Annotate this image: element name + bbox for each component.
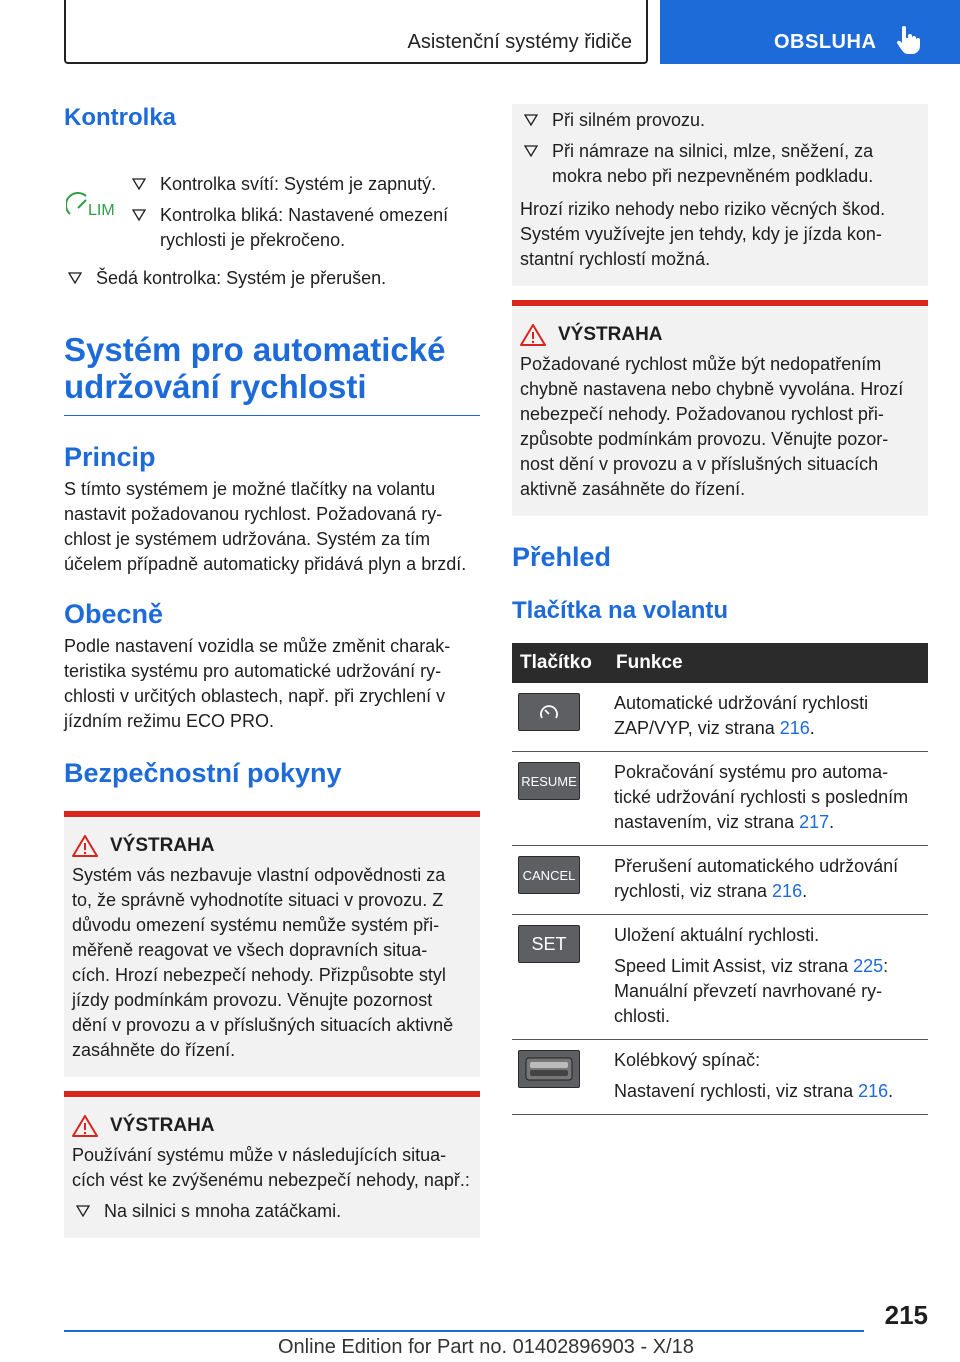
table-cell: Uložení aktuální rychlosti. Speed Limit Assist, viz strana 225: Manuální převzetí navrhované ry- chlosti.	[608, 915, 928, 1040]
cancel-key: CANCEL	[518, 856, 580, 894]
table-row	[512, 683, 928, 752]
warning-text: Hrozí riziko nehody nebo riziko věcných škod. Systém využívejte jen tehdy, kdy je jízda kon- stantní rychlostí možná.	[520, 199, 886, 269]
bullet-triangle-icon	[132, 209, 146, 221]
warning-title: VÝSTRAHA	[520, 324, 918, 346]
obecne-heading: Obecně	[64, 599, 164, 629]
page-number: 215	[884, 1300, 928, 1330]
list-item: Kontrolka svítí: Systém je zapnutý.	[128, 172, 478, 197]
warning-text: Používání systému může v následujících situa- cích vést ke zvýšenému nebezpečí nehody, např.:	[72, 1145, 470, 1190]
list-item: Na silnici s mnoha zatáčkami.	[72, 1199, 470, 1224]
table-header: Funkce	[608, 643, 928, 683]
table-row	[512, 846, 928, 915]
page-link[interactable]: 217	[799, 812, 830, 832]
princip-heading: Princip	[64, 442, 156, 472]
tab-label: OBSLUHA	[774, 31, 877, 53]
speedometer-icon	[538, 702, 560, 722]
table-header: Tlačítko	[512, 643, 608, 683]
list-item: Při námraze na silnici, mlze, sněžení, za mokra nebo při nezpevněném podkladu.	[520, 139, 920, 189]
table-cell: Pokračování systému pro automa- tické udržování rychlosti s posledním nastavením, viz strana 217.	[608, 752, 928, 846]
rocker-switch-icon	[523, 1054, 575, 1084]
page-link[interactable]: 216	[858, 1081, 889, 1101]
table-row	[512, 1040, 928, 1115]
prehled-heading: Přehled	[512, 542, 612, 572]
princip-text: S tímto systémem je možné tlačítky na volantu nastavit požadovanou rychlost. Požadovaná ry- chlost je systémem udržována. Systém za tím účelem případně automaticky přidává plyn a brzdí.	[64, 479, 467, 574]
table-cell: Přerušení automatického udržování rychlosti, viz strana 216.	[608, 846, 928, 915]
main-title: Systém pro automatické udržování rychlosti	[64, 331, 480, 416]
warning-title: VÝSTRAHA	[72, 1115, 470, 1137]
bullet-triangle-icon	[132, 178, 146, 190]
warning-triangle-icon	[520, 324, 546, 346]
buttons-table	[512, 643, 928, 1115]
bullet-triangle-icon	[68, 272, 82, 284]
table-cell: Automatické udržování rychlosti ZAP/VYP, viz strana 216.	[608, 683, 928, 752]
table-row	[512, 915, 928, 1040]
footer-divider	[64, 1330, 864, 1332]
page-link[interactable]: 216	[779, 718, 810, 738]
warning-text: Systém vás nezbavuje vlastní odpovědnosti za to, že správně vyhodnotíte situaci v provozu. Z důvodu omezení systému nemůže systém při- měřeně reagovat ve všech dopravních situa- cích. Hrozí nebezpečí nehody. Přizpůsobte styl jízdy podmínkám provozu. Věnujte pozornost dění v provozu a v příslušných situacích aktivně zasáhněte do řízení.	[72, 865, 454, 1060]
warning-box	[64, 1091, 480, 1238]
pointing-hand-icon	[896, 26, 922, 54]
speed-control-key	[518, 693, 580, 731]
bullet-triangle-icon	[524, 114, 538, 126]
resume-key: RESUME	[518, 762, 580, 800]
warning-continuation	[512, 104, 928, 286]
edition-text: Online Edition for Part no. 01402896903 - X/18	[278, 1336, 694, 1358]
set-key: SET	[518, 925, 580, 963]
warning-box	[512, 300, 928, 516]
obecne-text: Podle nastavení vozidla se může změnit charak- teristika systému pro automatické udržování ry- chlosti v určitých oblastech, např. při zrychlení v jízdním režimu ECO PRO.	[64, 636, 451, 731]
table-header-row	[512, 643, 928, 683]
list-item: Šedá kontrolka: Systém je přerušen.	[64, 266, 480, 291]
warning-box	[64, 811, 480, 1077]
section-title: Asistenční systémy řidiče	[407, 31, 632, 53]
safety-heading: Bezpečnostní pokyny	[64, 758, 342, 788]
list-item: Kontrolka bliká: Nastavené omezení rychlosti je překročeno.	[128, 203, 478, 253]
svg-text:LIM: LIM	[88, 202, 115, 219]
rocker-key	[518, 1050, 580, 1088]
warning-text: Požadované rychlost může být nedopatřením chybně nastavena nebo chybně vyvolána. Hrozí nebezpečí nehody. Požadovanou rychlost při- způsobte podmínkám provozu. Věnujte pozor- nost dění v provozu a v příslušných situacích aktivně zasáhněte do řízení.	[520, 354, 904, 499]
table-row	[512, 752, 928, 846]
table-cell: Kolébkový spínač: Nastavení rychlosti, viz strana 216.	[608, 1040, 928, 1115]
kontrolka-block	[64, 132, 480, 264]
list-item: Při silném provozu.	[520, 108, 920, 133]
kontrolka-heading: Kontrolka	[64, 104, 177, 131]
bullet-triangle-icon	[524, 145, 538, 157]
warning-title: VÝSTRAHA	[72, 835, 470, 857]
lim-indicator-icon	[66, 188, 122, 220]
right-column	[512, 104, 928, 1115]
header-tab[interactable]	[660, 0, 960, 64]
warning-triangle-icon	[72, 835, 98, 857]
page-link[interactable]: 225	[853, 956, 884, 976]
left-column	[64, 104, 480, 1238]
warning-triangle-icon	[72, 1115, 98, 1137]
page-link[interactable]: 216	[772, 881, 803, 901]
bullet-triangle-icon	[76, 1205, 90, 1217]
buttons-heading: Tlačítka na volantu	[512, 597, 729, 624]
header-section-box	[64, 0, 648, 64]
